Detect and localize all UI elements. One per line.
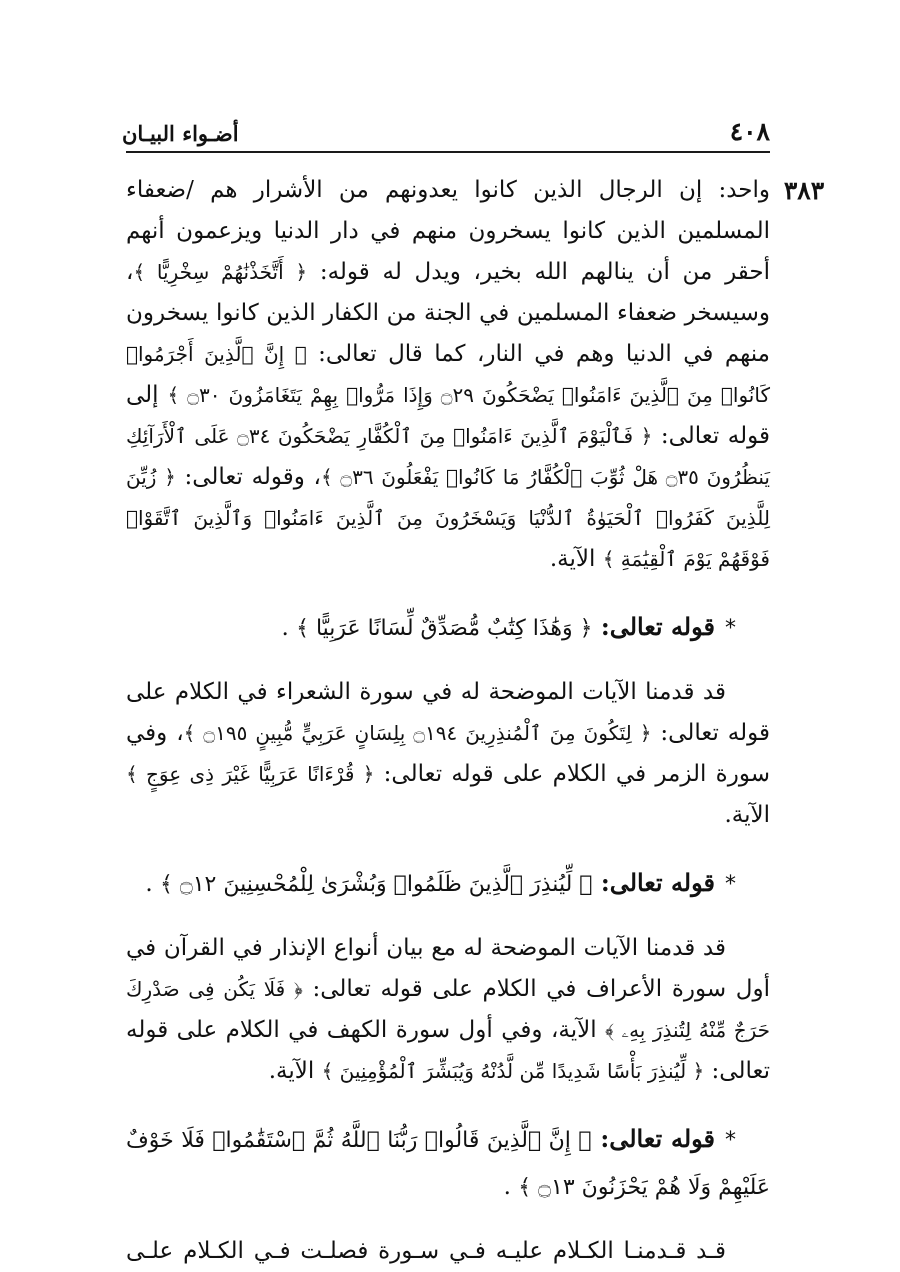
body-text: الآية. bbox=[724, 802, 770, 828]
heading-lead: قوله تعالى: bbox=[592, 868, 715, 897]
commentary-paragraph bbox=[126, 1231, 770, 1272]
body-text: الآية. bbox=[549, 546, 603, 572]
page-header bbox=[122, 106, 770, 146]
quran-verse: ﴿ إِنَّ ٱلَّذِينَ أَجْرَمُوا۟ كَانُوا۟ مِنَ ٱلَّذِينَ ءَامَنُوا۟ يَضْحَكُونَ ۝٢٩ وَإِذَا مَرُّوا۟ بِهِمْ يَتَغَامَزُونَ ۝٣٠ ﴾ bbox=[126, 342, 770, 407]
body-text: الآية. bbox=[268, 1058, 322, 1084]
heading-end: . bbox=[281, 615, 297, 641]
heading-lead: قوله تعالى: bbox=[591, 1124, 715, 1153]
body-text: قد قدمنا الآيات الموضحة له في سورة الشعراء في الكلام على قوله تعالى: bbox=[126, 679, 771, 746]
heading-lead: قوله تعالى: bbox=[592, 612, 715, 641]
header-divider bbox=[126, 151, 770, 153]
quran-verse: ﴿ أَتَّخَذْنَٰهُمْ سِخْرِيًّا ﴾ bbox=[133, 260, 308, 284]
margin-page-reference: ٣٨٣ bbox=[783, 176, 825, 205]
quran-verse: ﴿ فَلَا يَكُن فِى صَدْرِكَ حَرَجٌ مِّنْهُ لِتُنذِرَ بِهِۦ ﴾ bbox=[126, 977, 771, 1042]
page-number: ٤٠٨ bbox=[729, 117, 770, 146]
body-text: واحد: إن الرجال الذين كانوا يعدونهم من الأشرار هم /ضعفاء المسلمين الذين كانوا يسخرون منهم في دار الدنيا ويزعمون أنهم أحقر من أن ينالهم الله بخير، ويدل له قوله: bbox=[126, 177, 771, 285]
heading-star: * bbox=[725, 1128, 736, 1153]
body-text: ، وفي سورة الزمر في الكلام على قوله تعالى: bbox=[126, 720, 770, 787]
quran-verse: ﴿ لِتَكُونَ مِنَ ٱلْمُنذِرِينَ ۝١٩٤ بِلِسَانٍ عَرَبِيٍّ مُّبِينٍ ۝١٩٥ ﴾ bbox=[183, 721, 652, 745]
quran-verse: ﴿ زُيِّنَ لِلَّذِينَ كَفَرُوا۟ ٱلْحَيَوٰةُ ٱلدُّنْيَا وَيَسْخَرُونَ مِنَ ٱلَّذِينَ ءَامَنُوا۟ وَٱلَّذِينَ ٱتَّقَوْا۟ فَوْقَهُمْ يَوْمَ ٱلْقِيَٰمَةِ ﴾ bbox=[126, 465, 770, 571]
verse-heading bbox=[126, 1116, 770, 1211]
verse-heading bbox=[126, 604, 770, 652]
paragraph-continuation bbox=[126, 170, 770, 580]
heading-end: . bbox=[145, 871, 160, 897]
page-body bbox=[126, 170, 770, 1272]
body-text: ، وسيسخر ضعفاء المسلمين في الجنة من الكفار الذين كانوا يسخرون منهم في الدنيا وهم في النار، كما قال تعالى: bbox=[126, 259, 770, 367]
heading-end: . bbox=[503, 1174, 519, 1200]
body-text: ، وقوله تعالى: bbox=[175, 464, 321, 490]
body-text: قـد قـدمنـا الكـلام عليـه فـي سـورة فصلـت فـي الكـلام علـى bbox=[126, 1238, 726, 1264]
quran-verse: ﴿ فَٱلْيَوْمَ ٱلَّذِينَ ءَامَنُوا۟ مِنَ ٱلْكُفَّارِ يَضْحَكُونَ ۝٣٤ عَلَى ٱلْأَرَآئِكِ يَنظُرُونَ ۝٣٥ هَلْ ثُوِّبَ ٱلْكُفَّارُ مَا كَانُوا۟ يَفْعَلُونَ ۝٣٦ ﴾ bbox=[126, 424, 770, 489]
heading-verse: ﴿ وَهَٰذَا كِتَٰبٌ مُّصَدِّقٌ لِّسَانًا عَرَبِيًّا ﴾ bbox=[296, 616, 593, 641]
heading-star: * bbox=[725, 616, 736, 641]
verse-heading bbox=[126, 860, 770, 908]
commentary-paragraph bbox=[126, 672, 770, 836]
body-text: الآية، وفي أول سورة الكهف في الكلام على قوله تعالى: bbox=[126, 1017, 770, 1084]
heading-verse: ﴿ لِّيُنذِرَ ٱلَّذِينَ ظَلَمُوا۟ وَبُشْرَىٰ لِلْمُحْسِنِينَ ۝١٢ ﴾ bbox=[159, 872, 593, 897]
quran-verse: ﴿ لِّيُنذِرَ بَأْسًا شَدِيدًا مِّن لَّدُنْهُ وَيُبَشِّرَ ٱلْمُؤْمِنِينَ ﴾ bbox=[321, 1059, 705, 1083]
heading-verse: ﴿ إِنَّ ٱلَّذِينَ قَالُوا۟ رَبُّنَا ٱللَّهُ ثُمَّ ٱسْتَقَٰمُوا۟ فَلَا خَوْفٌ عَلَيْهِمْ وَلَا هُمْ يَحْزَنُونَ ۝١٣ ﴾ bbox=[126, 1128, 770, 1200]
body-text: قد قدمنا الآيات الموضحة له مع بيان أنواع الإنذار في القرآن في أول سورة الأعراف في الكلام على قوله تعالى: bbox=[126, 935, 770, 1002]
body-text: إلى قوله تعالى: bbox=[126, 382, 771, 449]
quran-verse: ﴿ قُرْءَانًا عَرَبِيًّا غَيْرَ ذِى عِوَجٍ ﴾ bbox=[126, 762, 375, 786]
commentary-paragraph bbox=[126, 928, 770, 1092]
book-title: أضـواء البيـان bbox=[122, 121, 239, 146]
heading-star: * bbox=[725, 872, 736, 897]
